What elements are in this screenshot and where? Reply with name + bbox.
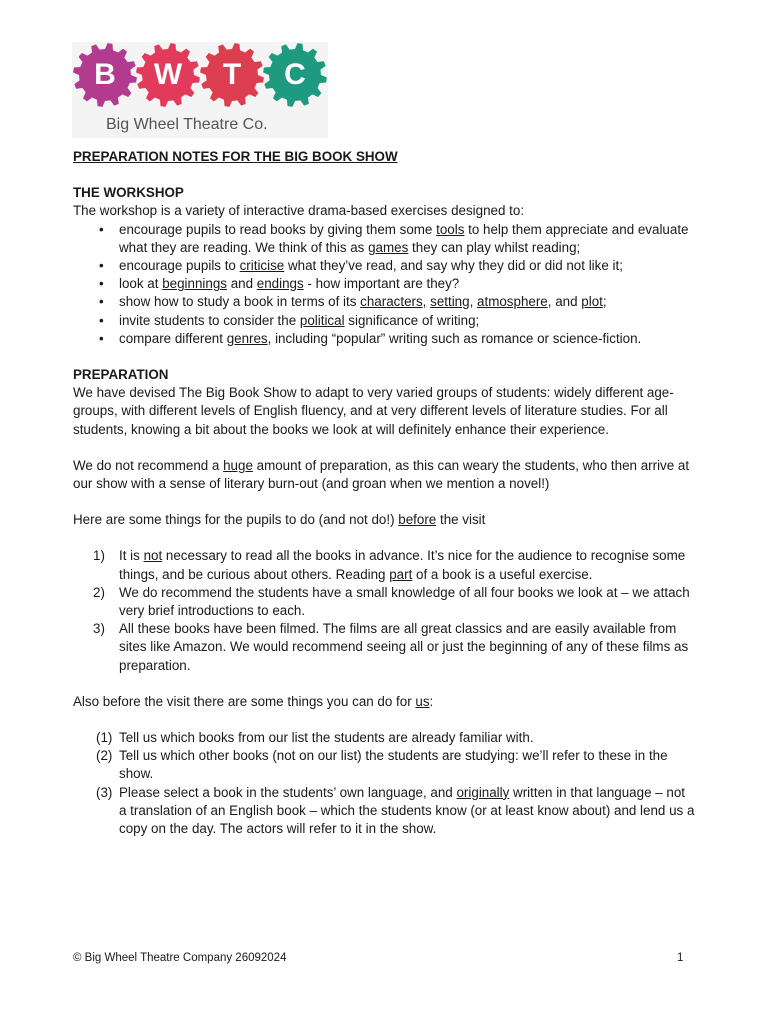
numbered-item bbox=[73, 584, 695, 620]
numbered-item bbox=[73, 729, 695, 747]
text-run: Please select a book in the students’ own language, and bbox=[119, 784, 457, 800]
company-logo bbox=[72, 42, 328, 138]
item-marker: 2) bbox=[93, 584, 105, 600]
text-run: they can play whilst reading; bbox=[408, 239, 581, 255]
text-run: , and bbox=[547, 294, 582, 310]
underlined-term: criticise bbox=[239, 258, 285, 274]
item-marker: 3) bbox=[93, 621, 105, 637]
bullet-item bbox=[73, 275, 695, 293]
numbered-item bbox=[73, 784, 695, 839]
text-run: of a book is a useful exercise. bbox=[412, 566, 593, 582]
document-body bbox=[73, 148, 695, 838]
logo-gear-b bbox=[72, 42, 138, 108]
underlined-term: endings bbox=[256, 276, 304, 292]
item-marker: (3) bbox=[96, 784, 113, 800]
footer-copyright: © Big Wheel Theatre Company 26092024 bbox=[73, 952, 287, 964]
bullet-item bbox=[73, 257, 695, 275]
item-text bbox=[119, 748, 668, 781]
text-run: invite students to consider the bbox=[119, 312, 300, 328]
underlined-term: setting bbox=[430, 294, 470, 310]
text-run: look at bbox=[119, 276, 163, 292]
item-marker: (2) bbox=[96, 748, 113, 764]
workshop-intro: The workshop is a variety of interactive drama-based exercises designed to: bbox=[73, 203, 525, 219]
underlined-term: us bbox=[415, 693, 430, 709]
text-run: : bbox=[429, 693, 434, 709]
text-run: , bbox=[469, 294, 478, 310]
numbered-item bbox=[73, 747, 695, 783]
preparation-paragraph bbox=[73, 511, 695, 529]
preparation-paragraph bbox=[73, 457, 695, 493]
text-run: written in that language – not a translation of an English book – which the students know (or at least know about) and lend us a copy on the day. The actors will refer to it in the show. bbox=[119, 784, 695, 837]
underlined-term: huge bbox=[223, 457, 253, 473]
page-number: 1 bbox=[677, 952, 684, 964]
text-run: amount of preparation, as this can weary the students, who then arrive at our show with a sense of literary burn-out (and groan when we mention a novel!) bbox=[73, 457, 690, 492]
text-run: We do not recommend a bbox=[73, 457, 224, 473]
text-run: , including “popular” writing such as romance or science-fiction. bbox=[267, 330, 642, 346]
text-run: It is bbox=[119, 548, 144, 564]
logo-caption: Big Wheel Theatre Co. bbox=[106, 116, 268, 133]
text-run: encourage pupils to read books by giving them some bbox=[119, 221, 437, 237]
text-run: All these books have been filmed. The films are all great classics and are easily available from sites like Amazon. We would recommend seeing all or just the beginning of any of these films as preparation. bbox=[119, 621, 689, 673]
text-run: Tell us which books from our list the students are already familiar with. bbox=[119, 730, 534, 746]
text-run: to help them appreciate and evaluate what they are reading. We think of this as bbox=[119, 221, 689, 255]
bullet-item bbox=[73, 312, 695, 330]
text-run: - how important are they? bbox=[303, 276, 460, 292]
underlined-term: political bbox=[299, 312, 345, 328]
preparation-heading: PREPARATION bbox=[73, 367, 169, 383]
workshop-heading: THE WORKSHOP bbox=[73, 185, 184, 201]
logo-gear-t bbox=[199, 42, 265, 108]
text-run: Here are some things for the pupils to do (and not do!) bbox=[73, 512, 399, 528]
text-run: the visit bbox=[436, 512, 486, 528]
item-text bbox=[119, 585, 690, 618]
bullet-item bbox=[73, 330, 695, 348]
preparation-paragraph: We have devised The Big Book Show to adapt to very varied groups of students: widely different age-groups, with different levels of English fluency, and at very different levels of literature studies. For all students, knowing a bit about the books we look at will definitely enhance their experience. bbox=[73, 385, 674, 437]
text-run: ; bbox=[602, 294, 607, 310]
logo-letter: T bbox=[222, 58, 242, 91]
item-text bbox=[119, 785, 694, 836]
numbered-item bbox=[73, 547, 695, 583]
workshop-bullet-list bbox=[73, 221, 695, 348]
underlined-term: beginnings bbox=[162, 276, 227, 292]
text-run: and bbox=[226, 276, 257, 292]
underlined-term: tools bbox=[436, 221, 465, 237]
underlined-term: games bbox=[368, 239, 409, 255]
logo-letter: W bbox=[153, 58, 183, 91]
logo-gear-c bbox=[262, 42, 328, 108]
text-run: , bbox=[422, 294, 431, 310]
logo-letter: B bbox=[94, 58, 116, 91]
text-run: Also before the visit there are some things you can do for bbox=[73, 693, 416, 709]
item-marker: 1) bbox=[93, 548, 105, 564]
underlined-term: atmosphere bbox=[477, 294, 548, 310]
item-text bbox=[119, 621, 688, 672]
text-run: necessary to read all the books in advance. It’s nice for the audience to recognise some things, and be curious about others. Reading bbox=[119, 548, 686, 582]
underlined-term: originally bbox=[456, 784, 510, 800]
underlined-term: characters bbox=[360, 294, 423, 310]
logo-gear-w bbox=[135, 42, 201, 108]
logo-letter: C bbox=[284, 58, 306, 91]
text-run: significance of writing; bbox=[344, 312, 480, 328]
text-run: show how to study a book in terms of its bbox=[119, 294, 361, 310]
text-run: what they’ve read, and say why they did or did not like it; bbox=[284, 258, 623, 274]
text-run: Tell us which other books (not on our list) the students are studying: we’ll refer to these in the show. bbox=[119, 748, 668, 782]
bullet-item bbox=[73, 221, 695, 257]
teacher-todo-list bbox=[73, 729, 695, 838]
item-text bbox=[119, 730, 534, 745]
text-run: We do recommend the students have a small knowledge of all four books we look at – we attach very brief introductions to each. bbox=[119, 584, 690, 619]
text-run: encourage pupils to bbox=[119, 258, 240, 274]
item-text bbox=[119, 548, 685, 581]
underlined-term: genres bbox=[226, 330, 268, 346]
underlined-term: not bbox=[143, 548, 163, 564]
bullet-item bbox=[73, 293, 695, 311]
preparation-paragraph bbox=[73, 693, 695, 711]
text-run: compare different bbox=[119, 330, 227, 346]
underlined-term: part bbox=[389, 566, 413, 582]
pupil-todo-list bbox=[73, 547, 695, 674]
document-title: PREPARATION NOTES FOR THE BIG BOOK SHOW bbox=[73, 149, 398, 164]
underlined-term: plot bbox=[581, 294, 603, 310]
underlined-term: before bbox=[398, 512, 437, 528]
item-marker: (1) bbox=[96, 730, 113, 746]
numbered-item bbox=[73, 620, 695, 675]
